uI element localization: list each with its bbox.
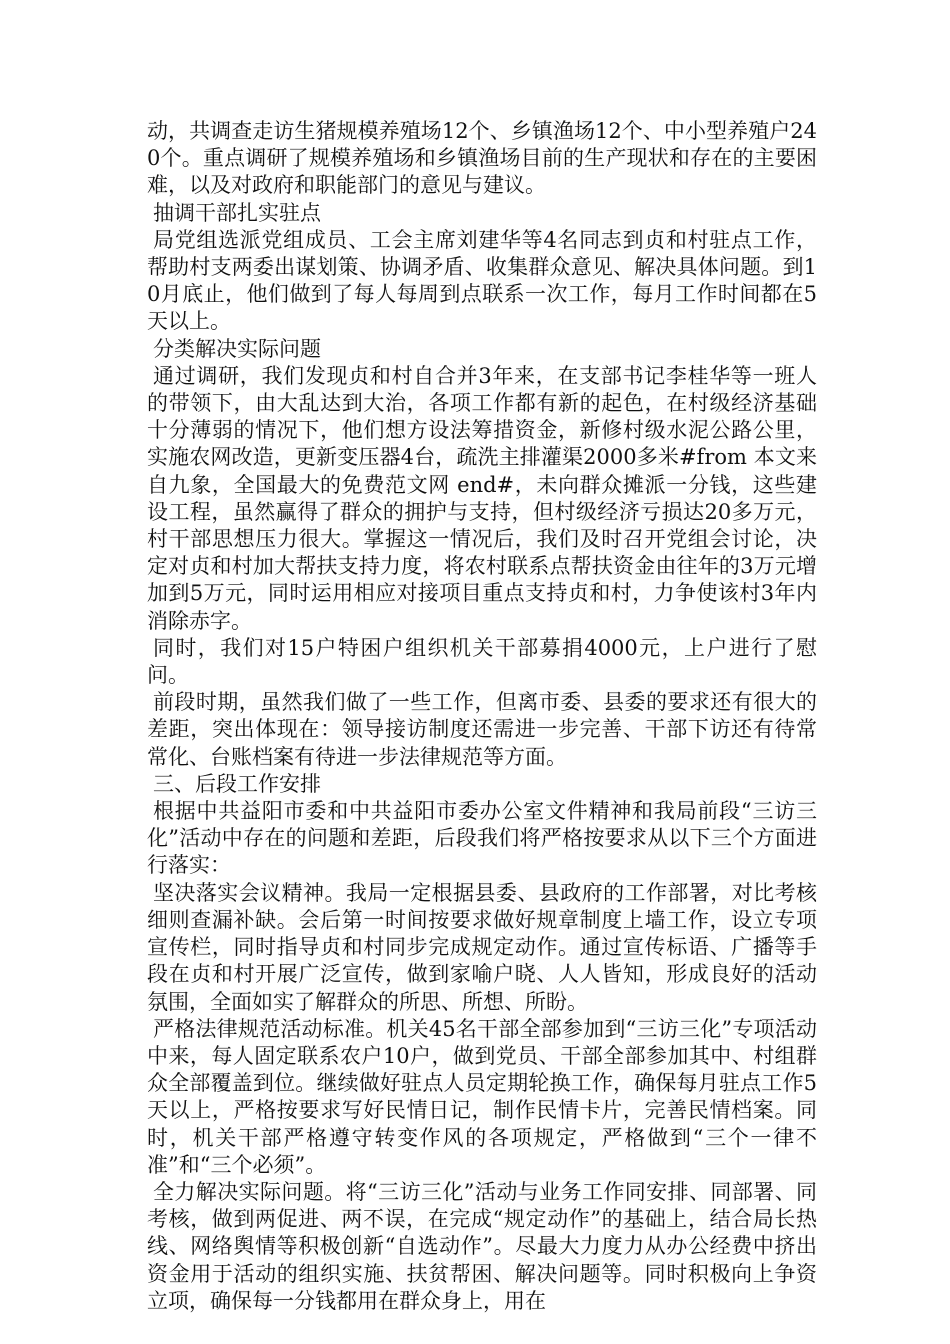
- paragraph-implement-spirit: 坚决落实会议精神。我局一定根据县委、县政府的工作部署，对比考核细则查漏补缺。会后第一时间按要求做好规章制度上墙工作，设立专项宣传栏，同时指导贞和村同步完成规定动作。通过宣传标语、广播等手段在贞和村开展广泛宣传，做到家喻户晓、人人皆知，形成良好的活动氛围，全面如实了解群众的所思、所想、所盼。: [147, 880, 817, 1014]
- paragraph-strict-standards: 严格法律规范活动标准。机关45名干部全部参加到“三访三化”专项活动中来，每人固定联系农户10户，做到党员、干部全部参加其中、村组群众全部覆盖到位。继续做好驻点人员定期轮换工作，确保每月驻点工作5天以上，严格按要求写好民情日记，制作民情卡片，完善民情档案。同时，机关干部严格遵守转变作风的各项规定，严格做到“三个一律不准”和“三个必须”。: [147, 1016, 817, 1177]
- paragraph-solve-practical: 全力解决实际问题。将“三访三化”活动与业务工作同安排、同部署、同考核，做到两促进、两不误，在完成“规定动作”的基础上，结合局长热线、网络舆情等积极创新“自选动作”。尽最大力度力从办公经费中挤出资金用于活动的组织实施、扶贫帮困、解决问题等。同时积极向上争资立项，确保每一分钱都用在群众身上，用在: [147, 1179, 817, 1313]
- paragraph-village-findings: 通过调研，我们发现贞和村自合并3年来，在支部书记李桂华等一班人的带领下，由大乱达到大治，各项工作都有新的起色，在村级经济基础十分薄弱的情况下，他们想方设法筹措资金，新修村级水泥公路公里，实施农网改造，更新变压器4台，疏洗主排灌渠2000多米#from 本文来自九象，全国最大的免费范文网 end#，未向群众摊派一分钱，这些建设工程，虽然赢得了群众的拥护与支持，但村级经济亏损达20多万元，村干部思想压力很大。掌握这一情况后，我们及时召开党组会讨论，决定对贞和村加大帮扶支持力度，将农村联系点帮扶资金由往年的3万元增加到5万元，同时运用相应对接项目重点支持贞和村，力争使该村3年内消除赤字。: [147, 363, 817, 633]
- paragraph-survey-continued: 动，共调查走访生猪规模养殖场12个、乡镇渔场12个、中小型养殖户240个。重点调研了规模养殖场和乡镇渔场目前的生产现状和存在的主要困难，以及对政府和职能部门的意见与建议。: [147, 119, 817, 198]
- document-page: [147, 118, 817, 1315]
- heading-station-cadres: 抽调干部扎实驻点: [153, 200, 321, 225]
- paragraph-donation: 同时，我们对15户特困户组织机关干部募捐4000元，上户进行了慰问。: [147, 635, 817, 688]
- heading-solve-problems: 分类解决实际问题: [153, 336, 321, 361]
- section-heading-next-steps: 三、后段工作安排: [153, 771, 321, 796]
- paragraph-shortcomings: 前段时期，虽然我们做了一些工作，但离市委、县委的要求还有很大的差距，突出体现在：领导接访制度还需进一步完善、干部下访还有待常常化、台账档案有待进一步法律规范等方面。: [147, 690, 817, 769]
- paragraph-next-steps-intro: 根据中共益阳市委和中共益阳市委办公室文件精神和我局前段“三访三化”活动中存在的问题和差距，后段我们将严格按要求从以下三个方面进行落实：: [147, 799, 817, 878]
- paragraph-station-cadres: 局党组选派党组成员、工会主席刘建华等4名同志到贞和村驻点工作，帮助村支两委出谋划策、协调矛盾、收集群众意见、解决具体问题。到10月底止，他们做到了每人每周到点联系一次工作，每月工作时间都在5天以上。: [147, 227, 817, 334]
